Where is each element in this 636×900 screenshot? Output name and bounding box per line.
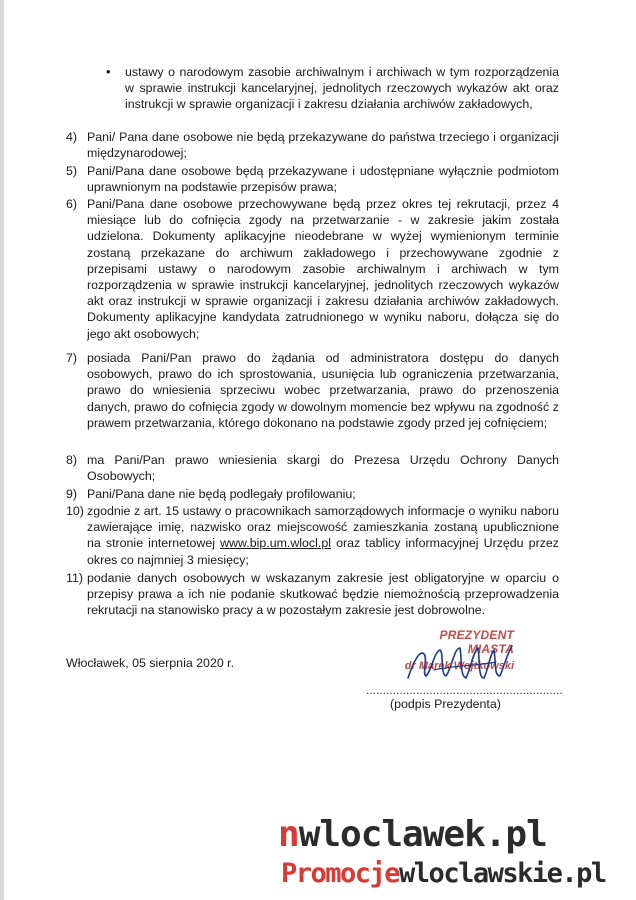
item-10-text-end: oraz tablicy informacyjnej Urzędu przez okres co najmniej 3 miesięcy;	[87, 536, 559, 567]
watermark-accent-2: Promocje	[281, 858, 400, 889]
list-item-10	[87, 503, 559, 568]
handwritten-signature	[404, 640, 516, 688]
list-number: 10)	[66, 504, 84, 518]
signature-caption: (podpis Prezydenta)	[390, 697, 501, 711]
list-number: 6)	[66, 197, 78, 211]
list-number: 7)	[66, 351, 78, 365]
list-number: 4)	[66, 130, 78, 144]
bullet-paragraph: ustawy o narodowym zasobie archiwalnym i archiwach w tym rozporządzenia w sprawie instrukcji kancelaryjnej, jednolitych rzeczowych wykazów akt oraz instrukcji w sprawie organizacji i zakresu działania archiwów zakładowych,	[125, 65, 559, 112]
list-item-9: Pani/Pana dane nie będą podlegały profilowaniu;	[87, 487, 356, 501]
list-item-7: posiada Pani/Pan prawo do żądania od administratora dostępu do danych osobowych, prawo do ich sprostowania, usunięcia lub ograniczenia przetwarzania, prawo do wniesienia sprzeciwu wobec przetwarzania, prawo do przenoszenia danych, prawo do cofnięcia zgody w dowolnym momencie bez wpływu na zgodność z prawem przetwarzania, którego dokonano na podstawie zgody przed jej cofnięciem;	[87, 351, 559, 430]
stamp-title: PREZYDENT MIASTA	[439, 628, 514, 656]
watermark-line-1	[278, 814, 547, 855]
signature-line: ...........................................................	[366, 683, 563, 697]
list-number: 11)	[66, 571, 83, 585]
list-item-4: Pani/ Pana dane osobowe nie będą przekazywane do państwa trzeciego i organizacji międzynarodowej;	[87, 130, 559, 161]
watermark-accent-1: n	[278, 814, 299, 855]
watermark-rest-1: wloclawek.pl	[298, 814, 547, 855]
scan-edge	[0, 0, 4, 900]
item-10-text-start: zgodnie z art. 15 ustawy o pracownikach samorządowych informacje o wyniku naboru zawierające imię, nazwisko oraz miejscowość zamieszkania zostaną upublicznione na stronie internetowej	[87, 504, 559, 551]
bullet-icon: •	[106, 64, 111, 79]
list-number: 9)	[66, 487, 78, 501]
list-number: 8)	[66, 453, 78, 467]
watermark-rest-2: wloclawskie.pl	[399, 858, 606, 889]
watermark-line-2	[281, 858, 606, 889]
stamp-name: dr Marek Wojtkowski	[404, 660, 514, 672]
place-date: Włocławek, 05 sierpnia 2020 r.	[66, 656, 235, 670]
list-item-6: Pani/Pana dane osobowe przechowywane będą przez okres tej rekrutacji, przez 4 miesiące lub do cofnięcia zgody na przetwarzanie - w zakresie jakim została udzielona. Dokumenty aplikacyjne nieodebrane w wyżej wymienionym terminie zostaną przekazane do archiwum zakładowego i przechowywane zgodnie z przepisami ustawy o narodowym zasobie archiwalnym i archiwach w tym rozporządzenia w sprawie instrukcji kancelaryjnej, jednolitych rzeczowych wykazów akt oraz instrukcji w sprawie organizacji i zakresu działania archiwów zakładowych. Dokumenty aplikacyjne kandydata zatrudnionego w wyniku naboru, dołącza się do jego akt osobowych;	[87, 197, 559, 341]
list-number: 5)	[66, 164, 78, 178]
list-item-8: ma Pani/Pan prawo wniesienia skargi do Prezesa Urzędu Ochrony Danych Osobowych;	[87, 453, 559, 484]
list-item-5: Pani/Pana dane osobowe będą przekazywane i udostępniane wyłącznie podmiotom uprawnionym na podstawie przepisów prawa;	[87, 164, 559, 195]
bip-link[interactable]: www.bip.um.wlocl.pl	[220, 536, 331, 551]
list-item-11: podanie danych osobowych w wskazanym zakresie jest obligatoryjne w oparciu o przepisy prawa a ich nie podanie skutkować będzie niemożnością przeprowadzenia rekrutacji na stanowisko pracy a w pozostałym zakresie jest dobrowolne.	[87, 571, 559, 618]
